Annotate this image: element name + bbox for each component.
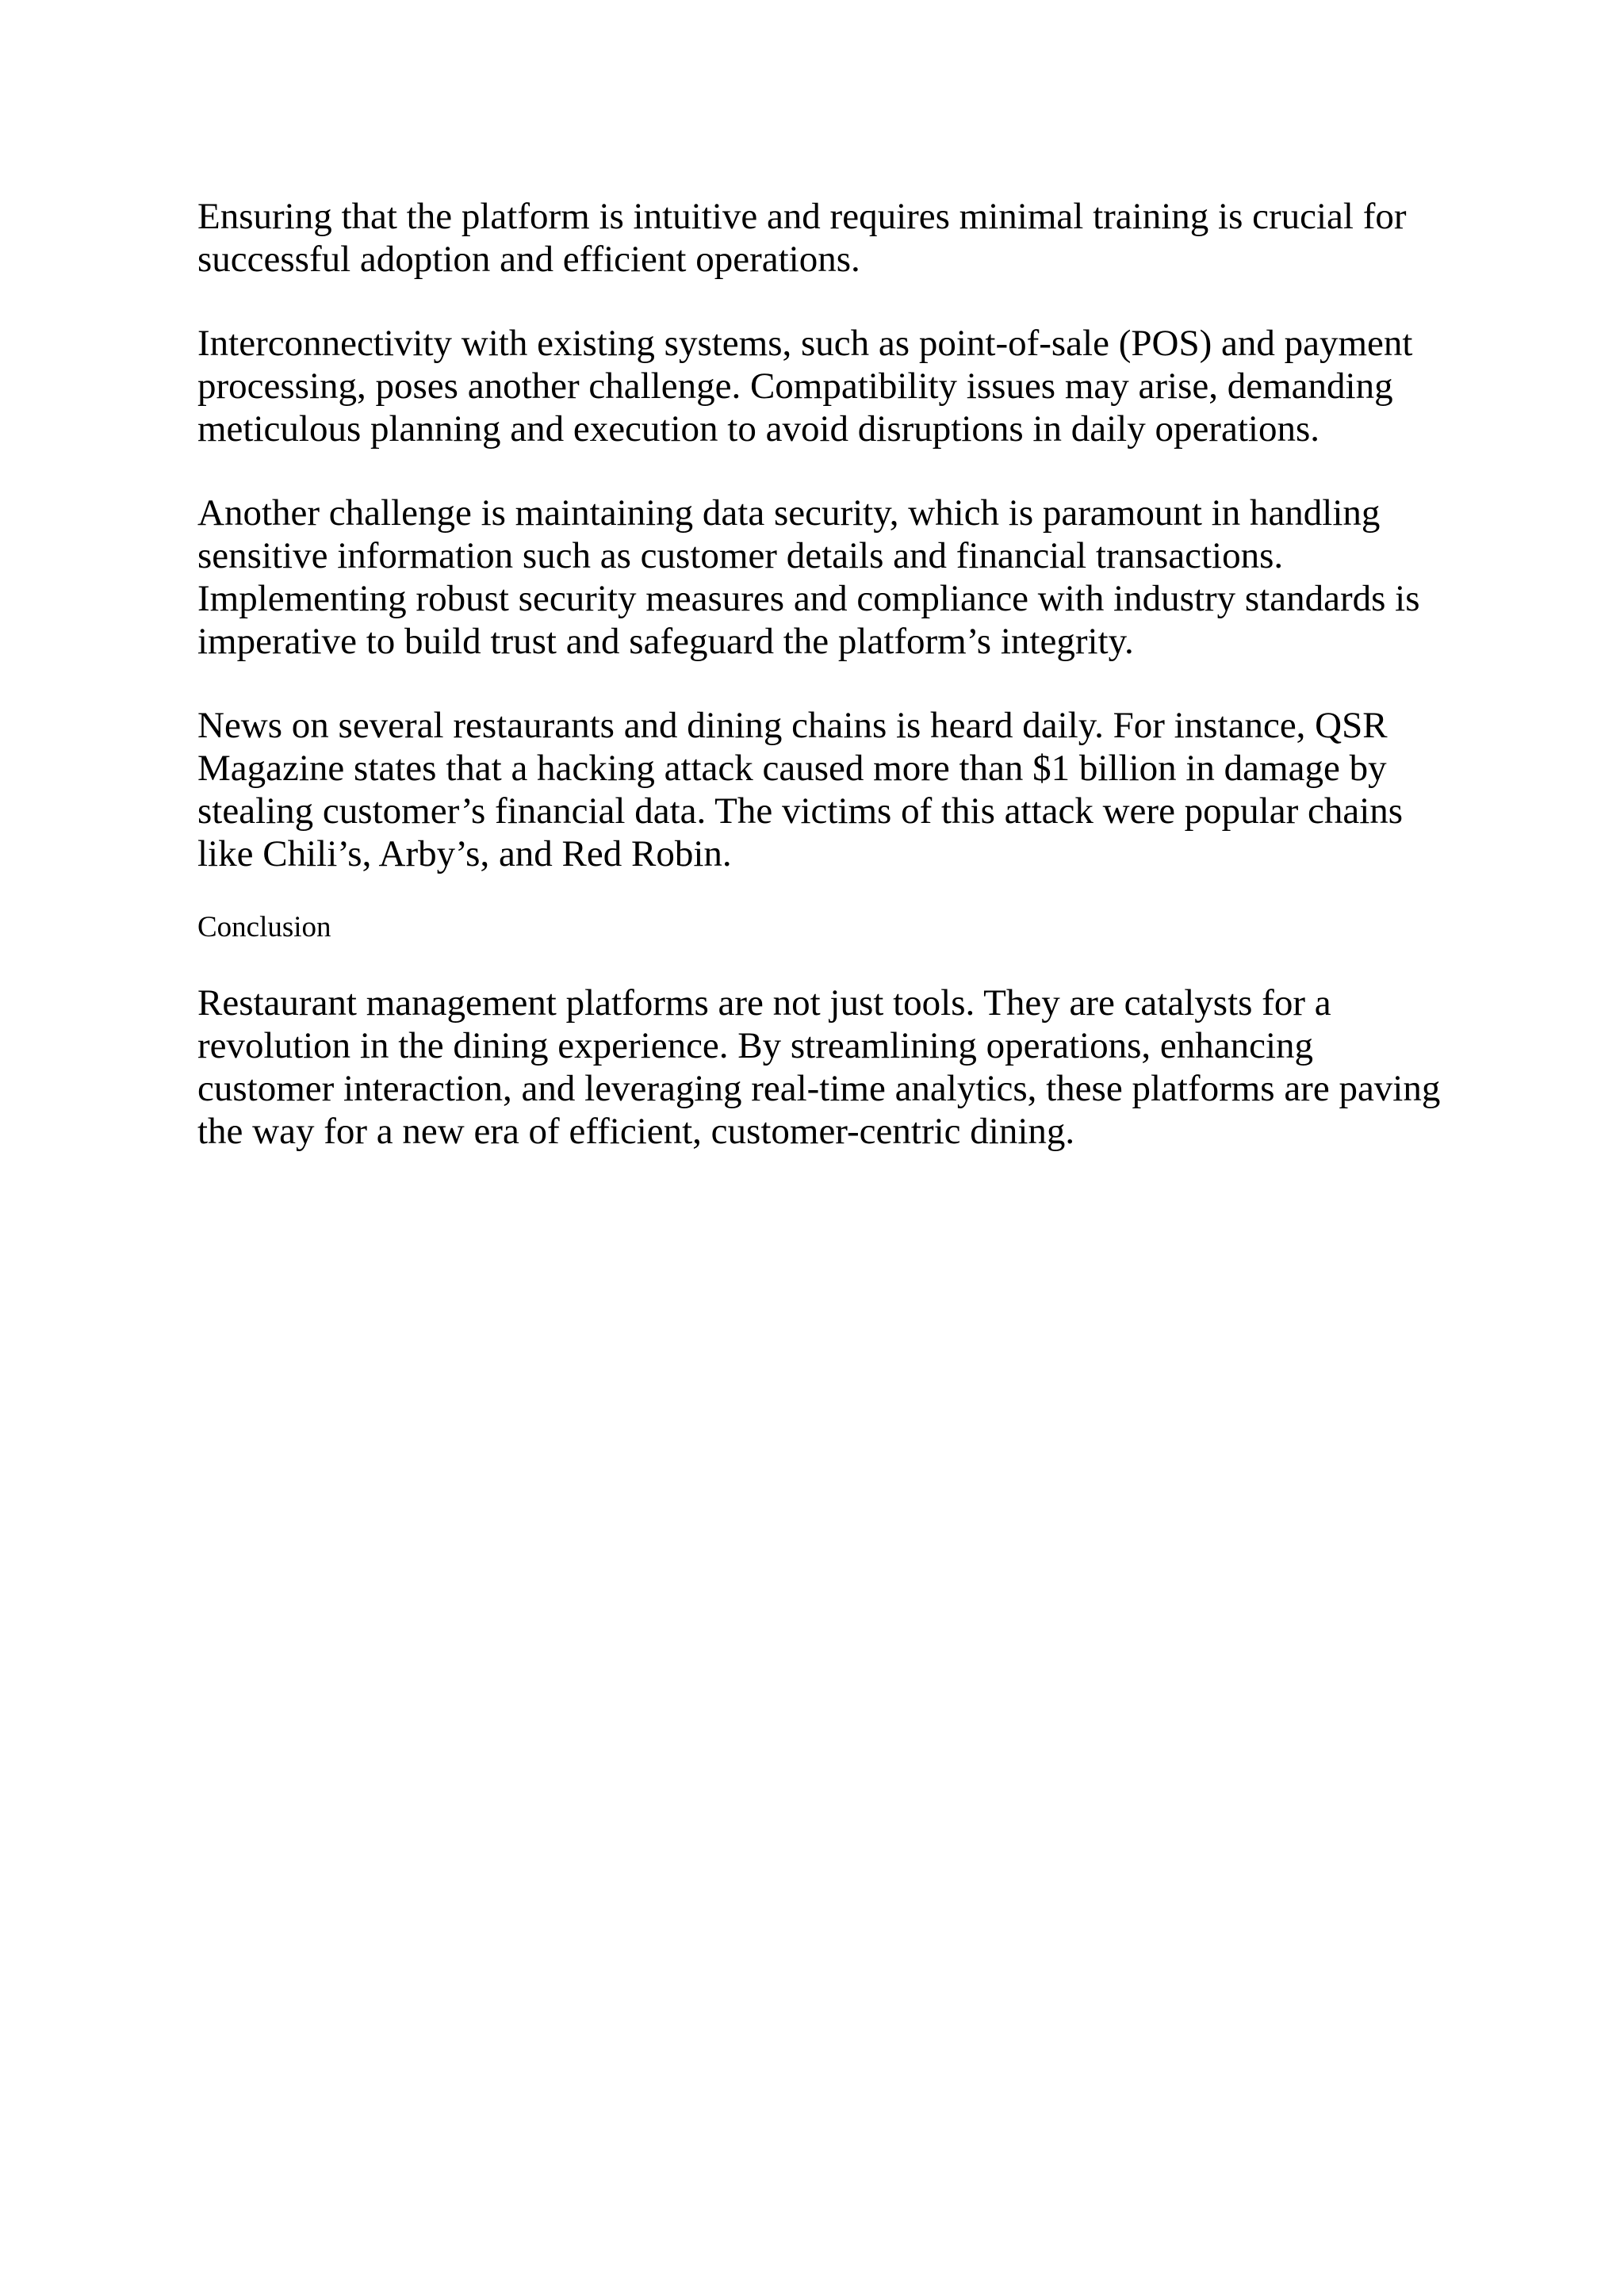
paragraph-usability: Ensuring that the platform is intuitive and requires minimal training is crucial for successful adoption and efficient operations. bbox=[197, 196, 1407, 280]
conclusion-heading: Conclusion bbox=[197, 911, 331, 943]
paragraph-conclusion: Restaurant management platforms are not just tools. They are catalysts for a revolution in the dining experience. By streamlining operations, enhancing customer interaction, and leveraging real-time analytics, these platforms are paving the way for a new era of efficient, customer-centric dining. bbox=[197, 982, 1441, 1152]
paragraph-data-security: Another challenge is maintaining data security, which is paramount in handling sensitive information such as customer details and financial transactions. Implementing robust security measures and compliance with industry standards is imperative to build trust and safeguard the platform’s integrity. bbox=[197, 492, 1420, 662]
paragraph-interconnectivity: Interconnectivity with existing systems, such as point-of-sale (POS) and payment processing, poses another challenge. Compatibility issues may arise, demanding meticulous planning and execution to avoid disruptions in daily operations. bbox=[197, 323, 1413, 450]
document-body bbox=[197, 195, 1458, 1194]
paragraph-news-example: News on several restaurants and dining chains is heard daily. For instance, QSR Magazine states that a hacking attack caused more than $1 billion in damage by stealing customer’s financial data. The victims of this attack were popular chains like Chili’s, Arby’s, and Red Robin. bbox=[197, 705, 1404, 874]
